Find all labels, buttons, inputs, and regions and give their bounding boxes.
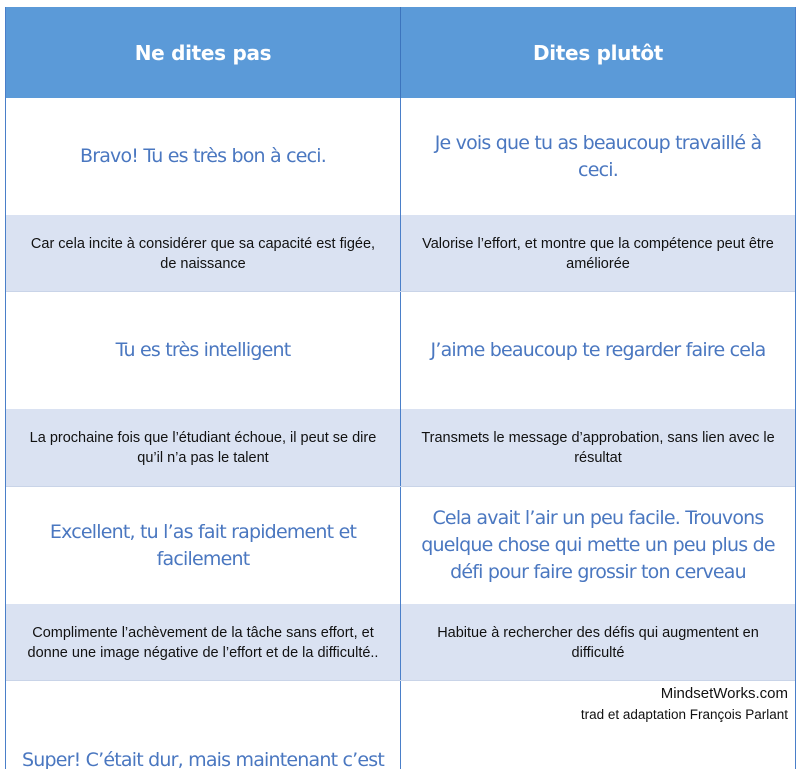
table-row-phrase bbox=[6, 292, 795, 409]
cell-do-phrase bbox=[400, 98, 795, 215]
cell-dont-reason bbox=[6, 604, 400, 681]
header-cell-do bbox=[400, 7, 795, 98]
cell-dont-phrase bbox=[6, 292, 400, 409]
table-row-reason bbox=[6, 409, 795, 486]
cell-dont-phrase bbox=[6, 487, 400, 604]
table-header bbox=[6, 7, 795, 98]
dont-phrase: Tu es très intelligent bbox=[115, 339, 291, 361]
cell-dont-reason bbox=[6, 409, 400, 486]
dont-reason: La prochaine fois que l’étudiant échoue, il peut se dire qu’il n’a pas le talent bbox=[29, 429, 377, 466]
comparison-table bbox=[5, 7, 796, 769]
cell-dont-phrase bbox=[6, 681, 400, 769]
header-do-label: Dites plutôt bbox=[532, 40, 664, 65]
cell-dont-reason bbox=[6, 215, 400, 292]
credits bbox=[581, 683, 788, 725]
table-row-phrase bbox=[6, 487, 795, 604]
dont-phrase: Super! C’était dur, mais maintenant c’est bbox=[21, 749, 385, 769]
table-row-reason bbox=[6, 215, 795, 292]
do-phrase: Je vois que tu as beaucoup travaillé à ceci. bbox=[434, 131, 762, 181]
credits-translation: trad et adaptation François Parlant bbox=[580, 707, 788, 722]
cell-do-phrase bbox=[400, 292, 795, 409]
do-reason: Habitue à rechercher des défis qui augmentent en difficulté bbox=[437, 624, 759, 661]
cell-do-reason bbox=[400, 409, 795, 486]
credits-site: MindsetWorks.com bbox=[660, 685, 788, 702]
dont-reason: Car cela incite à considérer que sa capacité est figée, de naissance bbox=[30, 235, 376, 272]
header-dont-label: Ne dites pas bbox=[134, 40, 272, 65]
do-reason: Transmets le message d’approbation, sans lien avec le résultat bbox=[421, 429, 775, 466]
cell-do-reason bbox=[400, 215, 795, 292]
cell-dont-phrase bbox=[6, 98, 400, 215]
dont-phrase: Excellent, tu l’as fait rapidement et facilement bbox=[49, 520, 357, 570]
cell-do-reason bbox=[400, 604, 795, 681]
table-row-phrase bbox=[6, 98, 795, 215]
dont-reason: Complimente l’achèvement de la tâche sans effort, et donne une image négative de l’effort et de la difficulté.. bbox=[27, 624, 379, 661]
do-phrase: Cela avait l’air un peu facile. Trouvons quelque chose qui mette un peu plus de défi pour faire grossir ton cerveau bbox=[421, 507, 775, 583]
header-cell-dont bbox=[6, 7, 400, 98]
do-phrase: J’aime beaucoup te regarder faire cela bbox=[430, 339, 766, 361]
dont-phrase: Bravo! Tu es très bon à ceci. bbox=[79, 145, 327, 167]
do-reason: Valorise l’effort, et montre que la compétence peut être améliorée bbox=[422, 235, 774, 272]
table-row-reason bbox=[6, 604, 795, 681]
cell-do-phrase bbox=[400, 487, 795, 604]
